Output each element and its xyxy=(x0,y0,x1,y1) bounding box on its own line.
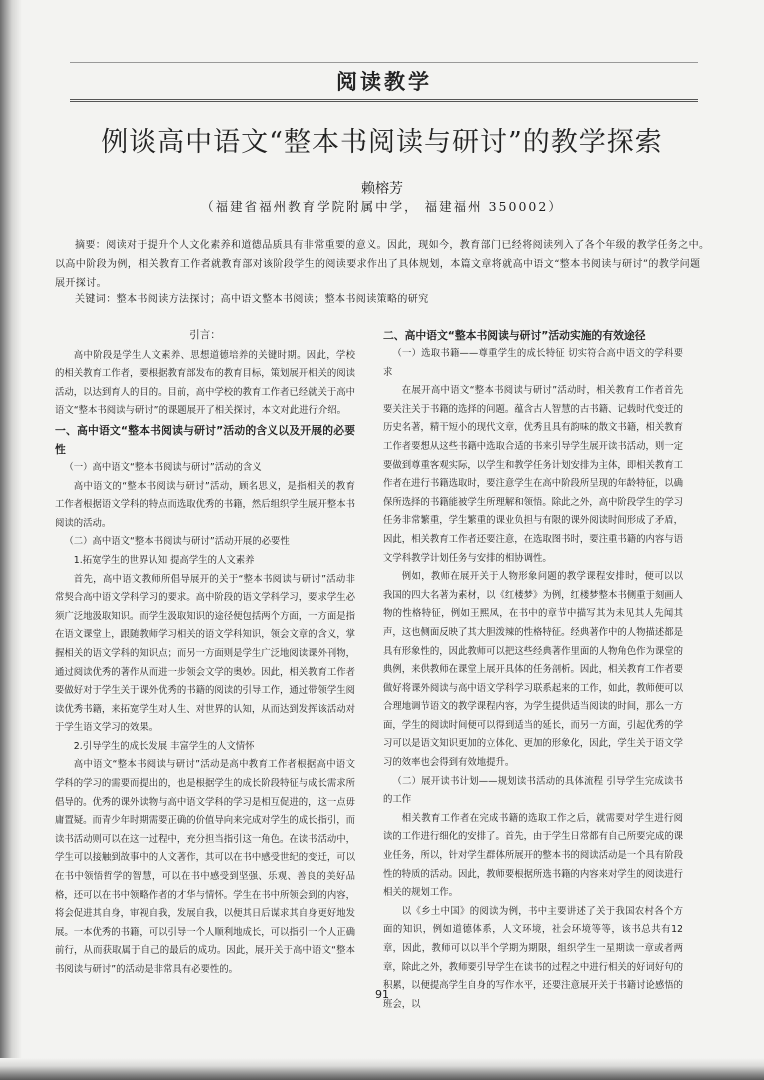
header-rule-top xyxy=(70,62,698,63)
keywords: 关键词：整本书阅读方法探讨；高中语文整本书阅读；整本书阅读策略的研究 xyxy=(75,294,429,305)
section-1-2-1-paragraph: 首先，高中语文教师所倡导展开的关于“整本书阅读与研讨”活动非常契合高中语文学科学习的要求。高中阶段的语文学科学习，要求学生必须广泛地汲取知识。而学生汲取知识的途径便包括两个方面，一方面是指在语文课堂上，跟随教师学习相关的语文学科知识，领会文章的含义，掌握相关的语文学科的知识点；而另一方面则是学生广泛地阅读课外刊物，通过阅读优秀的著作从而进一步领会文学的奥妙。因此，相关教育工作者要做好对于学生关于课外优秀的书籍的阅读的引导工作，通过带领学生阅读优秀书籍，来拓宽学生对人生、对世界的认知，从而达到发挥该活动对于学生语文学习的效果。 xyxy=(55,573,356,734)
section-1-1-paragraph: 高中语文的“整本书阅读与研讨”活动，顾名思义，是指相关的教育工作者根据语文学科的特点而选取优秀的书籍，然后组织学生展开整本书阅读的活动。 xyxy=(55,480,356,529)
section-2-1-example-paragraph: 例如，教师在展开关于人物形象问题的教学课程安排时，便可以以我国的四大名著为素材，以《红楼梦》为例，红楼梦整本书侧重于刻画人物的性格特征，例如王熙凤，在书中的章节中描写其为未见其人先闻其声，这也侧面反映了其大胆泼辣的性格特征。经典著作中的人物描述都是具有形象性的，因此教师可以把这些经典著作里面的人物角色作为课堂的典例，来供教师在课堂上展开具体的任务剖析。因此，相关教育工作者要做好将课外阅读与高中语文学科学习联系起来的工作，如此，教师便可以合理地调节语文的教学课程内容，为学生提供适当阅读的时间，那么一方面，学生的阅读时间便可以得到适当的延长，而另一方面，引起优秀的学习可以是语文知识更加的立体化、更加的形象化，因此，学生关于语文学习的效率也会得到有效地提升。 xyxy=(383,571,684,769)
right-column xyxy=(383,326,683,1014)
section-1-2-2-heading: 2.引导学生的成长发展 丰富学生的人文情怀 xyxy=(73,740,255,752)
intro-heading: 引言： xyxy=(189,329,221,341)
intro-paragraph: 高中阶段是学生人文素养、思想道德培养的关键时期。因此，学校的相关教育工作者，要根据教育部发布的教育目标，策划展开相关的阅读活动，以达到育人的目的。目前，高中学校的教育工作者已经就关于高中语文“整本书阅读与研讨”的课题展开了相关探讨，本文对此进行介绍。 xyxy=(55,349,356,417)
journal-section-header xyxy=(70,62,698,102)
abstract: 摘要：阅读对于提升个人文化素养和道德品质具有非常重要的意义。因此，现如今，教育部门已经将阅读列入了各个年级的教学任务之中。以高中阶段为例，相关教育工作者就教育部对该阶段学生的阅读要求作出了具体规划，本篇文章将就高中语文“整本书阅读与研讨”的教学问题展开探讨。 xyxy=(55,240,710,289)
section-2-2-example-paragraph: 以《乡土中国》的阅读为例，书中主要讲述了关于我国农村各个方面的知识，例如道德体系，人文环境，社会环境等等，该书总共有12章，因此，教师可以以半个学期为期限，组织学生一星期读一章或者两章，除此之外，教师要引导学生在读书的过程之中进行相关的好词好句的积累，以便提高学生自身的写作水平，还要注意展开关于书籍讨论感悟的班会，以 xyxy=(383,905,684,1010)
left-column xyxy=(55,326,355,980)
scan-shadow-bottom xyxy=(0,1058,764,1080)
scan-shadow-left xyxy=(0,0,22,1080)
section-2-1-paragraph: 在展开高中语文“整本书阅读与研讨”活动时，相关教育工作者首先要关注关于书籍的选择的问题。蕴含古人智慧的古书籍、记载时代变迁的历史名著，精干短小的现代文章，优秀且具有韵味的散文书籍，相关教育工作者要想从这些书籍中选取合适的书来引导学生展开读书活动，则一定要做到尊重客观实际，以学生和教学任务计划安排为主体，即相关教育工作者在进行书籍选取时，要注意学生在高中阶段所呈现的年龄特征，以确保所选择的书籍能被学生所理解和领悟。除此之外，高中阶段学生的学习任务非常繁重，学生繁重的课业负担与有限的课外阅读时间形成了矛盾，因此，相关教育工作者还要注意，在选取图书时，要注重书籍的内容与语文学科教学计划任务与安排的相协调性。 xyxy=(383,385,684,564)
section-1-heading: 一、高中语文“整本书阅读与研讨”活动的含义以及开展的必要性 xyxy=(55,423,355,456)
section-1-2-2-paragraph: 高中语文“整本书阅读与研讨”活动是高中教育工作者根据高中语文学科的学习的需要而提出的，也是根据学生的成长阶段特征与成长需求所倡导的。优秀的课外读物与高中语文学科的学习是相互促进的，这一点毋庸置疑。而青少年时期需要正确的价值导向来完成对学生的成长指引，而读书活动则可以在这一过程中，充分担当指引这一角色。在读书活动中，学生可以接触到故事中的人文著作，其可以在书中感受世纪的变迁，可以在书中领悟哲学的智慧，可以在书中感受到坚强、乐观、善良的美好品格，还可以在书中领略作者的才华与情怀。学生在书中所领会到的内容，将会促进其自身，审视自我，发展自我，以便其日后谋求其自身更好地发展。一本优秀的书籍，可以引导一个人顺利地成长，可以指引一个人正确前行，从而获取属于自己的最后的成功。因此，展开关于高中语文“整本书阅读与研讨”的活动是非常具有必要性的。 xyxy=(55,759,356,975)
article-author: 赖榕芳 xyxy=(361,181,403,197)
section-2-2-heading: （二）展开读书计划——规划读书活动的具体流程 引导学生完成读书的工作 xyxy=(383,775,683,806)
header-rule-bottom xyxy=(70,99,698,102)
section-2-1-heading: （一）选取书籍——尊重学生的成长特征 切实符合高中语文的学科要求 xyxy=(383,348,683,378)
section-2-2-paragraph: 相关教育工作者在完成书籍的选取工作之后，就需要对学生进行阅读的工作进行细化的安排了。首先，由于学生日常都有自己所要完成的课业任务，所以，针对学生群体所展开的整本书的阅读活动是一个具有阶段性的特质的活动。因此，教师要根据所选书籍的内容来对学生的阅读进行相关的规划工作。 xyxy=(383,812,684,899)
section-1-1-heading: （一）高中语文“整本书阅读与研讨”活动的含义 xyxy=(64,461,262,473)
page-number: 91 xyxy=(375,988,389,1001)
author-affiliation: （福建省福州教育学院附属中学， 福建福州 350002） xyxy=(201,199,563,214)
section-label: 阅读教学 xyxy=(336,70,432,94)
section-2-heading: 二、高中语文“整本书阅读与研讨”活动实施的有效途径 xyxy=(383,329,646,342)
article-title: 例谈高中语文“整本书阅读与研讨”的教学探索 xyxy=(101,127,663,158)
section-1-2-1-heading: 1.拓宽学生的世界认知 提高学生的人文素养 xyxy=(73,554,255,566)
section-1-2-heading: （二）高中语文“整本书阅读与研讨”活动开展的必要性 xyxy=(64,536,290,548)
